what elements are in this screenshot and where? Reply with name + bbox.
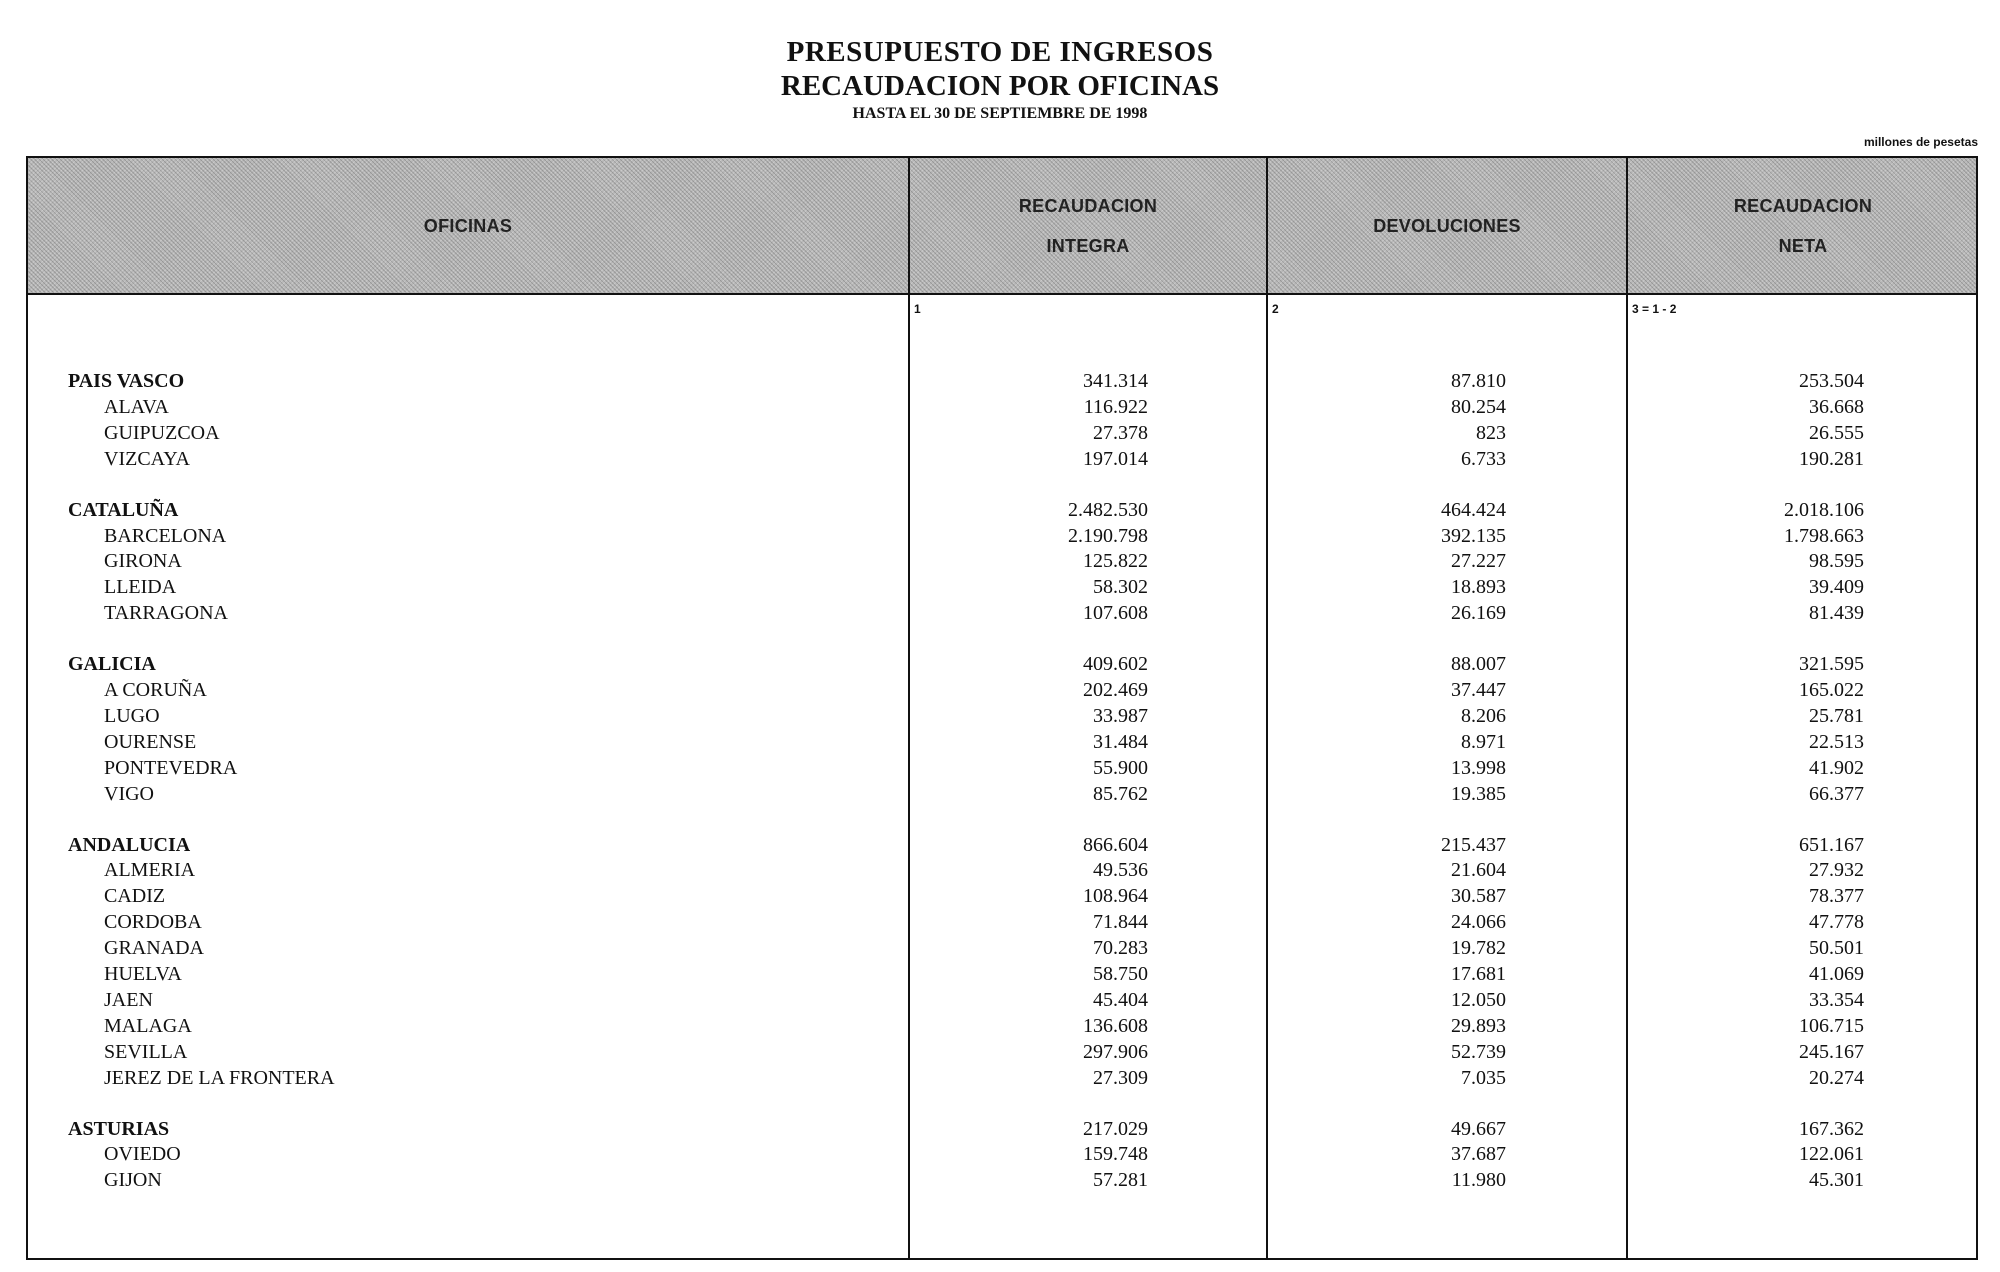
row-recaudacion-integra: 2.190.798 <box>1068 524 1148 547</box>
header-neta-line2: NETA <box>1778 235 1828 256</box>
table-row <box>28 1143 1976 1169</box>
row-devoluciones: 392.135 <box>1441 524 1506 547</box>
table-row <box>28 422 1976 448</box>
row-recaudacion-neta: 26.555 <box>1809 421 1864 444</box>
row-recaudacion-neta: 651.167 <box>1799 833 1864 856</box>
row-recaudacion-integra: 85.762 <box>1093 782 1148 805</box>
row-devoluciones: 7.035 <box>1461 1066 1506 1089</box>
row-recaudacion-neta: 41.069 <box>1809 963 1864 985</box>
row-name: ALMERIA <box>104 859 196 882</box>
table-group-row <box>28 834 1976 860</box>
table-row <box>28 1067 1976 1093</box>
row-name: GUIPUZCOA <box>104 421 220 444</box>
row-recaudacion-integra: 58.750 <box>1093 963 1148 985</box>
row-devoluciones: 26.169 <box>1451 602 1506 625</box>
row-devoluciones: 464.424 <box>1441 498 1506 521</box>
row-devoluciones: 21.604 <box>1451 859 1506 882</box>
header-devoluciones-label: DEVOLUCIONES <box>1373 215 1521 236</box>
table-row <box>28 757 1976 783</box>
row-name: CADIZ <box>104 885 166 908</box>
row-devoluciones: 12.050 <box>1451 988 1506 1011</box>
row-recaudacion-neta: 122.061 <box>1799 1143 1864 1166</box>
row-name: GALICIA <box>68 653 156 676</box>
row-recaudacion-neta: 253.504 <box>1799 370 1864 392</box>
row-recaudacion-integra: 108.964 <box>1083 885 1148 908</box>
row-devoluciones: 19.385 <box>1451 782 1506 805</box>
row-name: GIJON <box>104 1169 162 1192</box>
row-recaudacion-integra: 55.900 <box>1093 756 1148 779</box>
table-row <box>28 602 1976 628</box>
row-devoluciones: 823 <box>1476 421 1506 444</box>
row-recaudacion-neta: 22.513 <box>1809 730 1864 753</box>
document-subtitle: RECAUDACION POR OFICINAS <box>780 70 1220 102</box>
table-row <box>28 937 1976 963</box>
row-name: ASTURIAS <box>68 1117 170 1140</box>
row-name: OURENSE <box>104 730 197 753</box>
table-row <box>28 525 1976 551</box>
row-name: TARRAGONA <box>104 602 228 625</box>
row-name: LUGO <box>104 704 160 727</box>
row-recaudacion-neta: 39.409 <box>1809 576 1864 599</box>
table-row <box>28 963 1976 989</box>
row-recaudacion-neta: 27.932 <box>1809 859 1864 882</box>
row-recaudacion-integra: 45.404 <box>1093 988 1148 1011</box>
table-row <box>28 911 1976 937</box>
table-row <box>28 859 1976 885</box>
table-row <box>28 989 1976 1015</box>
row-recaudacion-integra: 27.378 <box>1093 421 1148 444</box>
row-recaudacion-integra: 341.314 <box>1083 370 1148 392</box>
row-devoluciones: 8.971 <box>1461 730 1506 753</box>
row-recaudacion-neta: 167.362 <box>1799 1117 1864 1140</box>
header-recaudacion-integra <box>910 158 1266 293</box>
row-devoluciones: 8.206 <box>1461 704 1506 727</box>
table-row <box>28 396 1976 422</box>
row-recaudacion-neta: 66.377 <box>1809 782 1864 805</box>
document-period: HASTA EL 30 DE SEPTIEMBRE DE 1998 <box>852 105 1148 122</box>
row-name: MALAGA <box>104 1014 192 1037</box>
row-recaudacion-neta: 190.281 <box>1799 447 1864 470</box>
row-recaudacion-integra: 159.748 <box>1083 1143 1148 1166</box>
row-name: CORDOBA <box>104 911 202 934</box>
row-recaudacion-integra: 58.302 <box>1093 576 1148 599</box>
row-devoluciones: 24.066 <box>1451 911 1506 934</box>
units-label: millones de pesetas <box>1863 135 1978 149</box>
row-name: A CORUÑA <box>104 679 207 701</box>
row-devoluciones: 87.810 <box>1451 370 1506 392</box>
header-recaudacion-neta <box>1628 158 1978 293</box>
table-group-row <box>28 499 1976 525</box>
header-integra-line2: INTEGRA <box>1046 235 1130 256</box>
row-devoluciones: 17.681 <box>1451 963 1506 985</box>
row-recaudacion-integra: 57.281 <box>1093 1169 1148 1192</box>
row-name: OVIEDO <box>104 1143 181 1166</box>
row-recaudacion-integra: 49.536 <box>1093 859 1148 882</box>
table-row <box>28 885 1976 911</box>
table-row <box>28 783 1976 809</box>
row-devoluciones: 19.782 <box>1451 937 1506 960</box>
row-name: LLEIDA <box>104 576 177 599</box>
table-group-row <box>28 653 1976 679</box>
revenue-table <box>26 156 1978 1260</box>
row-recaudacion-integra: 866.604 <box>1083 833 1148 856</box>
row-recaudacion-neta: 81.439 <box>1809 602 1864 625</box>
table-row <box>28 705 1976 731</box>
row-name: JEREZ DE LA FRONTERA <box>104 1066 335 1089</box>
row-devoluciones: 30.587 <box>1451 885 1506 908</box>
row-name: GRANADA <box>104 937 204 960</box>
row-devoluciones: 37.687 <box>1451 1143 1506 1166</box>
row-recaudacion-integra: 409.602 <box>1083 653 1148 676</box>
row-recaudacion-integra: 136.608 <box>1083 1014 1148 1037</box>
row-devoluciones: 29.893 <box>1451 1014 1506 1037</box>
row-recaudacion-integra: 27.309 <box>1093 1066 1148 1089</box>
row-recaudacion-integra: 31.484 <box>1093 730 1148 753</box>
row-recaudacion-neta: 98.595 <box>1809 550 1864 573</box>
table-group-row <box>28 1118 1976 1144</box>
row-recaudacion-integra: 297.906 <box>1083 1040 1148 1063</box>
header-neta-line1: RECAUDACION <box>1733 195 1873 216</box>
row-recaudacion-integra: 116.922 <box>1083 395 1148 418</box>
row-name: ALAVA <box>104 395 169 418</box>
row-name: VIZCAYA <box>104 447 190 470</box>
row-devoluciones: 18.893 <box>1451 576 1506 599</box>
row-name: ANDALUCIA <box>68 833 191 856</box>
row-recaudacion-integra: 217.029 <box>1083 1117 1148 1140</box>
row-recaudacion-neta: 1.798.663 <box>1784 524 1864 547</box>
row-recaudacion-integra: 70.283 <box>1093 937 1148 960</box>
row-name: HUELVA <box>104 963 182 985</box>
table-row <box>28 1041 1976 1067</box>
row-recaudacion-integra: 33.987 <box>1093 704 1148 727</box>
row-recaudacion-neta: 106.715 <box>1799 1014 1864 1037</box>
row-recaudacion-integra: 125.822 <box>1083 550 1148 573</box>
row-name: VIGO <box>104 782 154 805</box>
row-recaudacion-neta: 321.595 <box>1799 653 1864 676</box>
row-recaudacion-neta: 45.301 <box>1809 1169 1864 1192</box>
row-recaudacion-neta: 47.778 <box>1809 911 1864 934</box>
column-number-1: 1 <box>914 302 921 316</box>
row-name: CATALUÑA <box>68 498 179 521</box>
column-number-2: 2 <box>1272 302 1279 316</box>
row-recaudacion-integra: 2.482.530 <box>1068 498 1148 521</box>
row-name: PAIS VASCO <box>68 370 185 392</box>
header-devoluciones <box>1268 158 1626 293</box>
table-row <box>28 448 1976 474</box>
row-name: JAEN <box>104 988 153 1011</box>
row-recaudacion-integra: 107.608 <box>1083 602 1148 625</box>
table-row <box>28 679 1976 705</box>
row-recaudacion-integra: 197.014 <box>1083 447 1148 470</box>
table-row <box>28 550 1976 576</box>
row-devoluciones: 215.437 <box>1441 833 1506 856</box>
row-recaudacion-neta: 36.668 <box>1809 395 1864 418</box>
row-name: GIRONA <box>104 550 182 573</box>
header-oficinas-label: OFICINAS <box>423 215 513 236</box>
row-name: PONTEVEDRA <box>104 756 238 779</box>
row-devoluciones: 13.998 <box>1451 756 1506 779</box>
row-recaudacion-neta: 20.274 <box>1809 1066 1864 1089</box>
row-recaudacion-neta: 165.022 <box>1799 679 1864 701</box>
row-recaudacion-neta: 41.902 <box>1809 756 1864 779</box>
row-devoluciones: 88.007 <box>1451 653 1506 676</box>
row-devoluciones: 52.739 <box>1451 1040 1506 1063</box>
header-oficinas <box>28 158 908 293</box>
row-recaudacion-integra: 71.844 <box>1093 911 1148 934</box>
row-recaudacion-neta: 2.018.106 <box>1784 498 1864 521</box>
column-number-3: 3 = 1 - 2 <box>1632 302 1677 316</box>
row-recaudacion-neta: 33.354 <box>1809 988 1864 1011</box>
row-name: SEVILLA <box>104 1040 188 1063</box>
table-row <box>28 731 1976 757</box>
row-recaudacion-integra: 202.469 <box>1083 679 1148 701</box>
row-recaudacion-neta: 25.781 <box>1809 704 1864 727</box>
row-recaudacion-neta: 245.167 <box>1799 1040 1864 1063</box>
table-row <box>28 1015 1976 1041</box>
row-devoluciones: 37.447 <box>1451 679 1506 701</box>
row-name: BARCELONA <box>104 524 227 547</box>
row-devoluciones: 11.980 <box>1451 1169 1506 1192</box>
row-devoluciones: 6.733 <box>1461 447 1506 470</box>
row-recaudacion-neta: 50.501 <box>1809 937 1864 960</box>
row-recaudacion-neta: 78.377 <box>1809 885 1864 908</box>
header-integra-line1: RECAUDACION <box>1018 195 1158 216</box>
table-row <box>28 1169 1976 1195</box>
row-devoluciones: 27.227 <box>1451 550 1506 573</box>
table-row <box>28 576 1976 602</box>
row-devoluciones: 49.667 <box>1451 1117 1506 1140</box>
row-devoluciones: 80.254 <box>1451 395 1506 418</box>
table-group-row <box>28 370 1976 396</box>
document-title: PRESUPUESTO DE INGRESOS <box>786 36 1214 68</box>
